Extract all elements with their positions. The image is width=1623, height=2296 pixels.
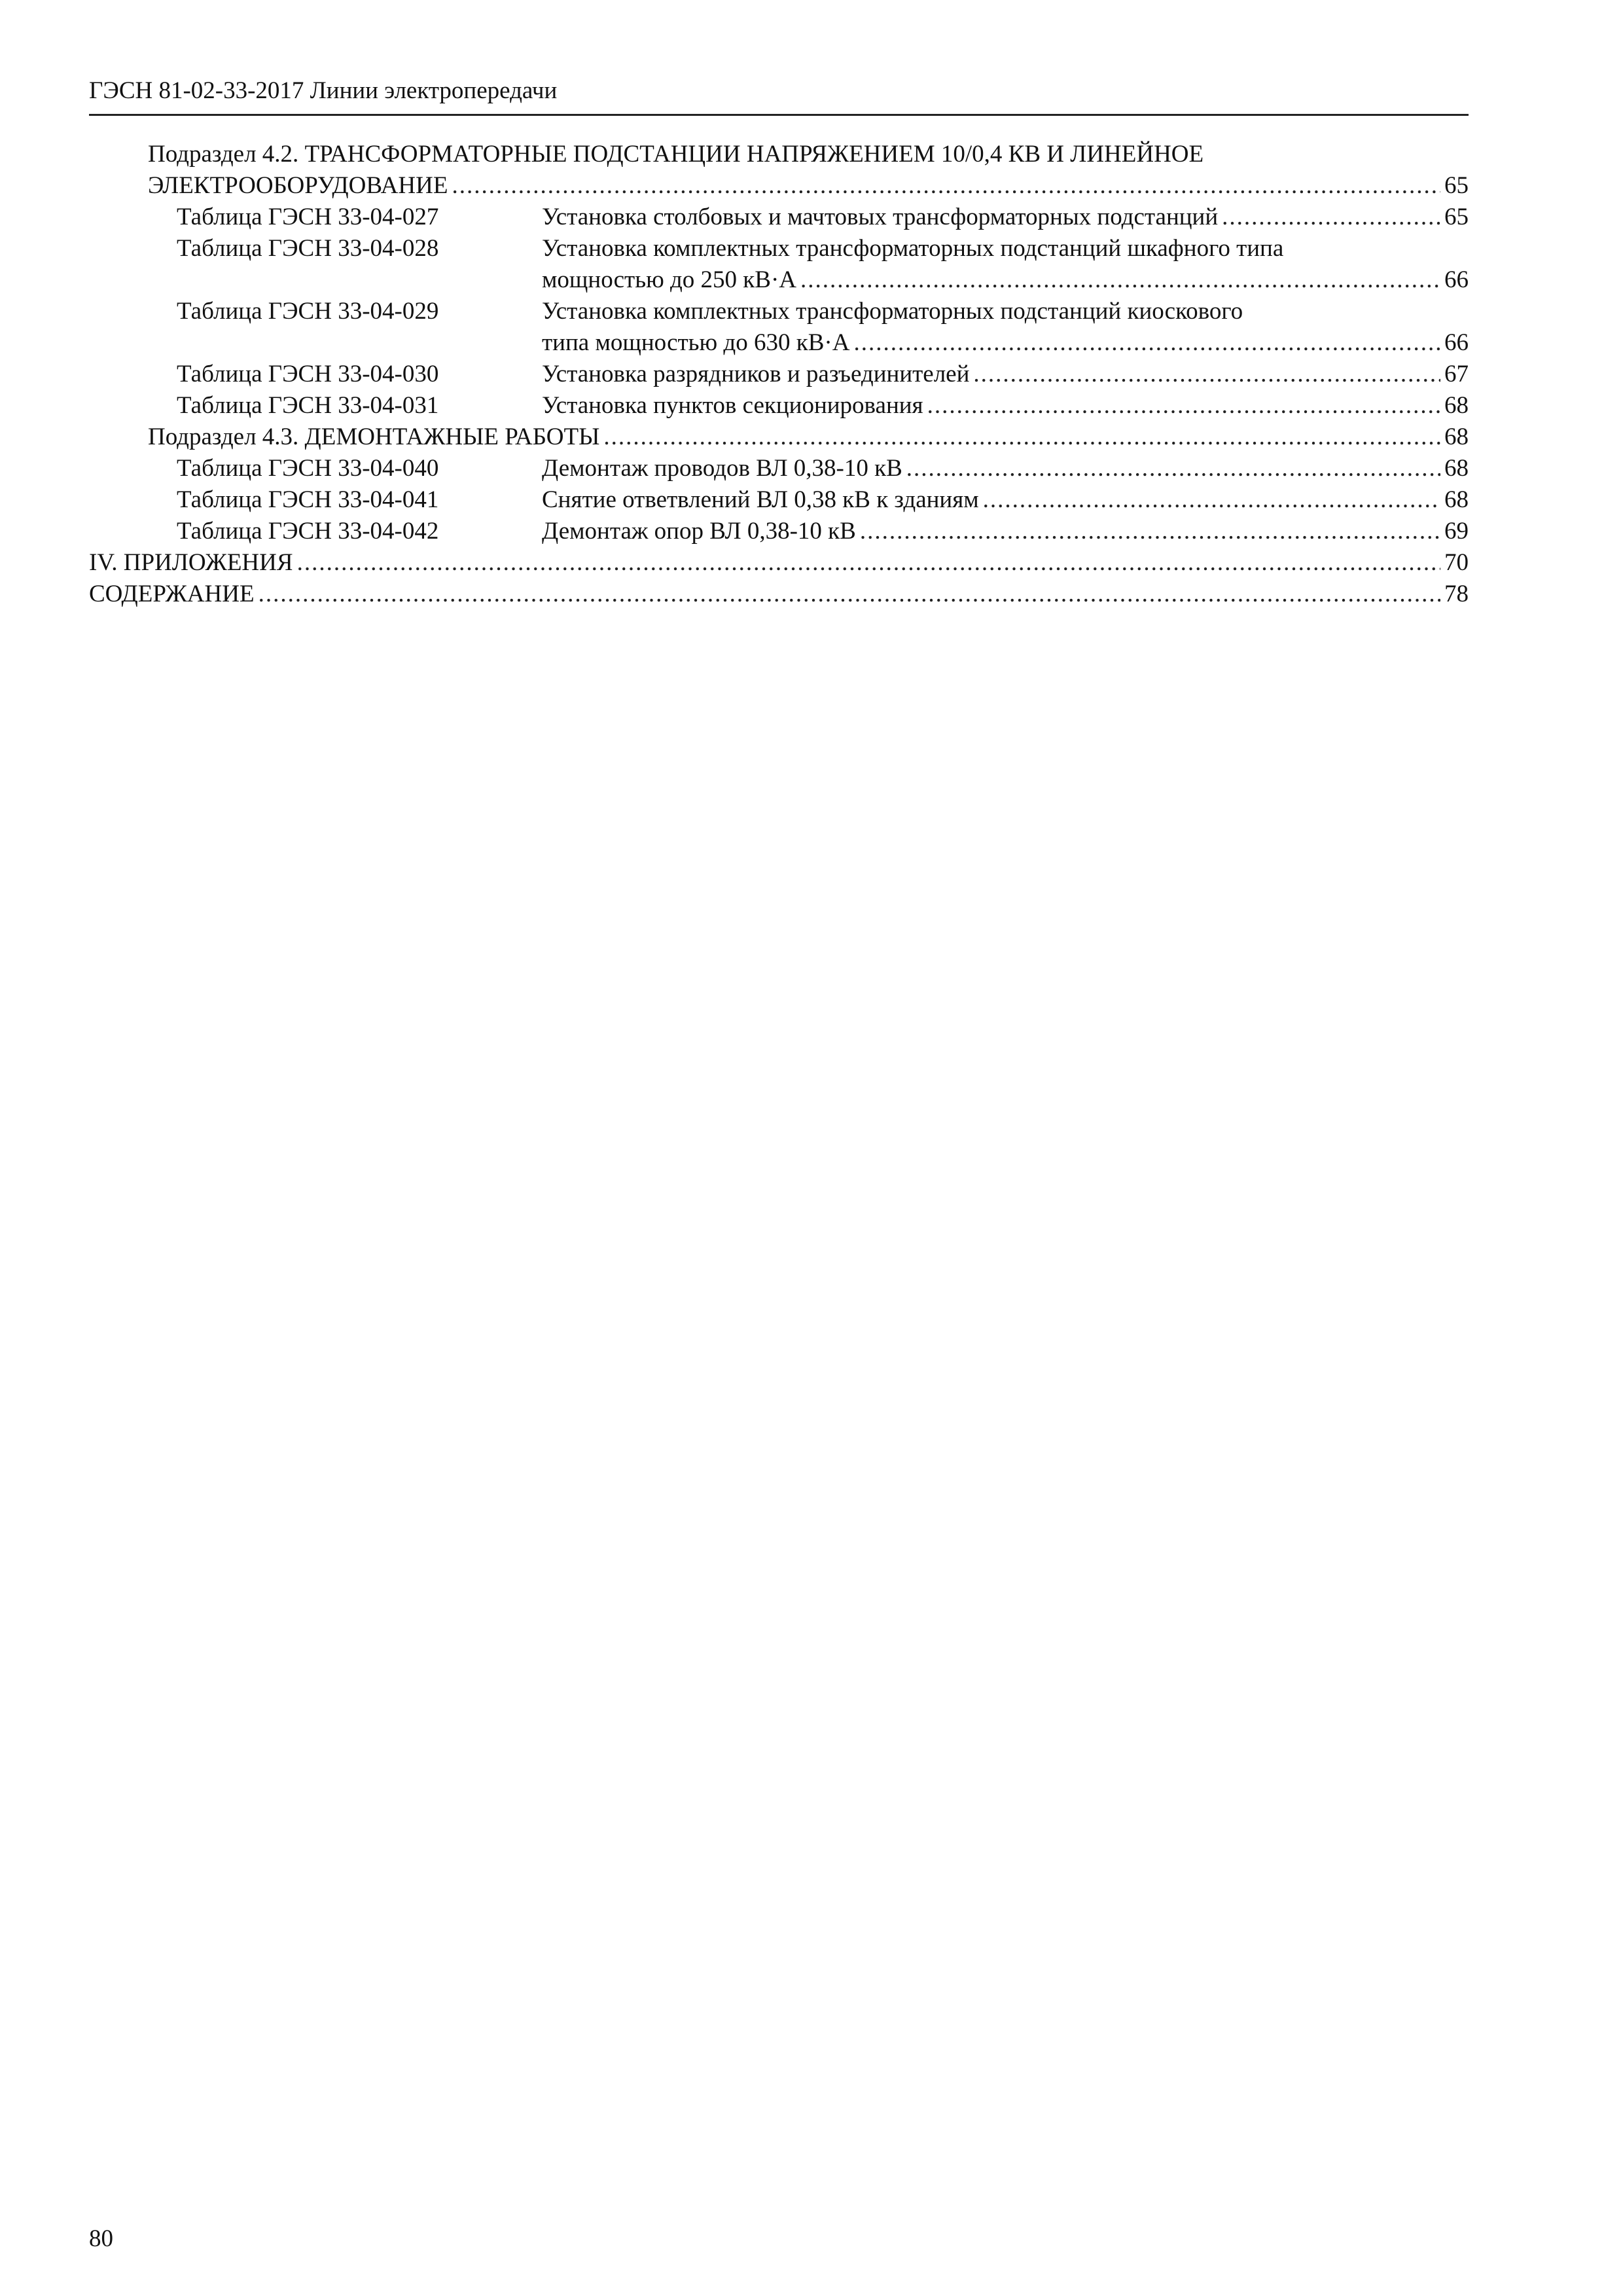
toc-subsection-4-2-title-cont: ЭЛЕКТРООБОРУДОВАНИЕ [148, 172, 448, 199]
toc-table-code: Таблица ГЭСН 33-04-030 [177, 361, 439, 387]
toc-page-number: 78 [1444, 581, 1469, 607]
toc-subsection-4-2-line2[interactable] [148, 170, 1469, 202]
toc-section-appendices[interactable] [89, 547, 1469, 579]
leader-dots [983, 484, 1440, 516]
page-number: 80 [89, 2225, 113, 2252]
toc-entry-33-04-028[interactable] [542, 264, 1469, 296]
toc-entry-33-04-040[interactable] [542, 453, 1469, 484]
toc-page-number: 69 [1444, 518, 1469, 545]
toc-entry-title: Установка столбовых и мачтовых трансформаторных подстанций [542, 204, 1219, 230]
toc-table-code: Таблица ГЭСН 33-04-028 [177, 235, 439, 262]
toc-page-number: 67 [1444, 361, 1469, 387]
leader-dots [1222, 202, 1440, 233]
leader-dots [800, 264, 1440, 296]
leader-dots [927, 390, 1440, 422]
leader-dots [452, 170, 1440, 202]
toc-entry-title: Демонтаж опор ВЛ 0,38-10 кВ [542, 518, 856, 545]
toc-page-number: 68 [1444, 455, 1469, 482]
toc-table-code: Таблица ГЭСН 33-04-042 [177, 518, 439, 545]
toc-entry-title-cont: мощностью до 250 кВ·А [542, 266, 797, 293]
toc-section-contents[interactable] [89, 579, 1469, 610]
leader-dots [603, 422, 1440, 453]
toc-page-number: 68 [1444, 486, 1469, 513]
toc-entry-title-cont: типа мощностью до 630 кВ·А [542, 329, 850, 356]
toc-entry-33-04-029-line1 [542, 296, 1243, 327]
leader-dots [906, 453, 1440, 484]
toc-section-title: СОДЕРЖАНИЕ [89, 581, 255, 607]
toc-subsection-4-3[interactable] [148, 422, 1469, 453]
leader-dots [259, 579, 1440, 610]
leader-dots [860, 516, 1440, 547]
toc-page-number: 66 [1444, 329, 1469, 356]
toc-page-number: 68 [1444, 423, 1469, 450]
toc-entry-33-04-027[interactable] [542, 202, 1469, 233]
toc-entry-33-04-042[interactable] [542, 516, 1469, 547]
toc-table-code: Таблица ГЭСН 33-04-029 [177, 298, 439, 325]
toc-subsection-title: Подраздел 4.3. ДЕМОНТАЖНЫЕ РАБОТЫ [148, 423, 600, 450]
toc-entry-title: Установка разрядников и разъединителей [542, 361, 970, 387]
toc-page-number: 70 [1444, 549, 1469, 576]
toc-entry-title: Установка пунктов секционирования [542, 392, 923, 419]
toc-entry-33-04-028-line1 [542, 233, 1283, 264]
toc-page-number: 65 [1444, 204, 1469, 230]
toc-entry-33-04-029[interactable] [542, 327, 1469, 359]
toc-table-code: Таблица ГЭСН 33-04-031 [177, 392, 439, 419]
toc-page-number: 65 [1444, 172, 1469, 199]
toc-table-code: Таблица ГЭСН 33-04-041 [177, 486, 439, 513]
toc-entry-title: Снятие ответвлений ВЛ 0,38 кВ к зданиям [542, 486, 979, 513]
toc-table-code: Таблица ГЭСН 33-04-040 [177, 455, 439, 482]
toc-table-code: Таблица ГЭСН 33-04-027 [177, 204, 439, 230]
toc-subsection-4-2-line1 [148, 139, 1204, 170]
toc-entry-33-04-030[interactable] [542, 359, 1469, 390]
leader-dots [973, 359, 1440, 390]
toc-section-title: IV. ПРИЛОЖЕНИЯ [89, 549, 293, 576]
toc-entry-33-04-031[interactable] [542, 390, 1469, 422]
toc-entry-title: Установка комплектных трансформаторных подстанций шкафного типа [542, 235, 1284, 262]
toc-entry-title: Установка комплектных трансформаторных подстанций киоскового [542, 298, 1243, 325]
running-header-title: ГЭСН 81-02-33-2017 Линии электропередачи [89, 77, 558, 104]
toc-entry-33-04-041[interactable] [542, 484, 1469, 516]
leader-dots [297, 547, 1440, 579]
toc-page-number: 68 [1444, 392, 1469, 419]
running-header [89, 76, 1469, 116]
toc-page-number: 66 [1444, 266, 1469, 293]
leader-dots [853, 327, 1440, 359]
toc-subsection-4-2-title: Подраздел 4.2. ТРАНСФОРМАТОРНЫЕ ПОДСТАНЦИИ НАПРЯЖЕНИЕМ 10/0,4 КВ И ЛИНЕЙНОЕ [148, 141, 1204, 168]
toc-entry-title: Демонтаж проводов ВЛ 0,38-10 кВ [542, 455, 902, 482]
